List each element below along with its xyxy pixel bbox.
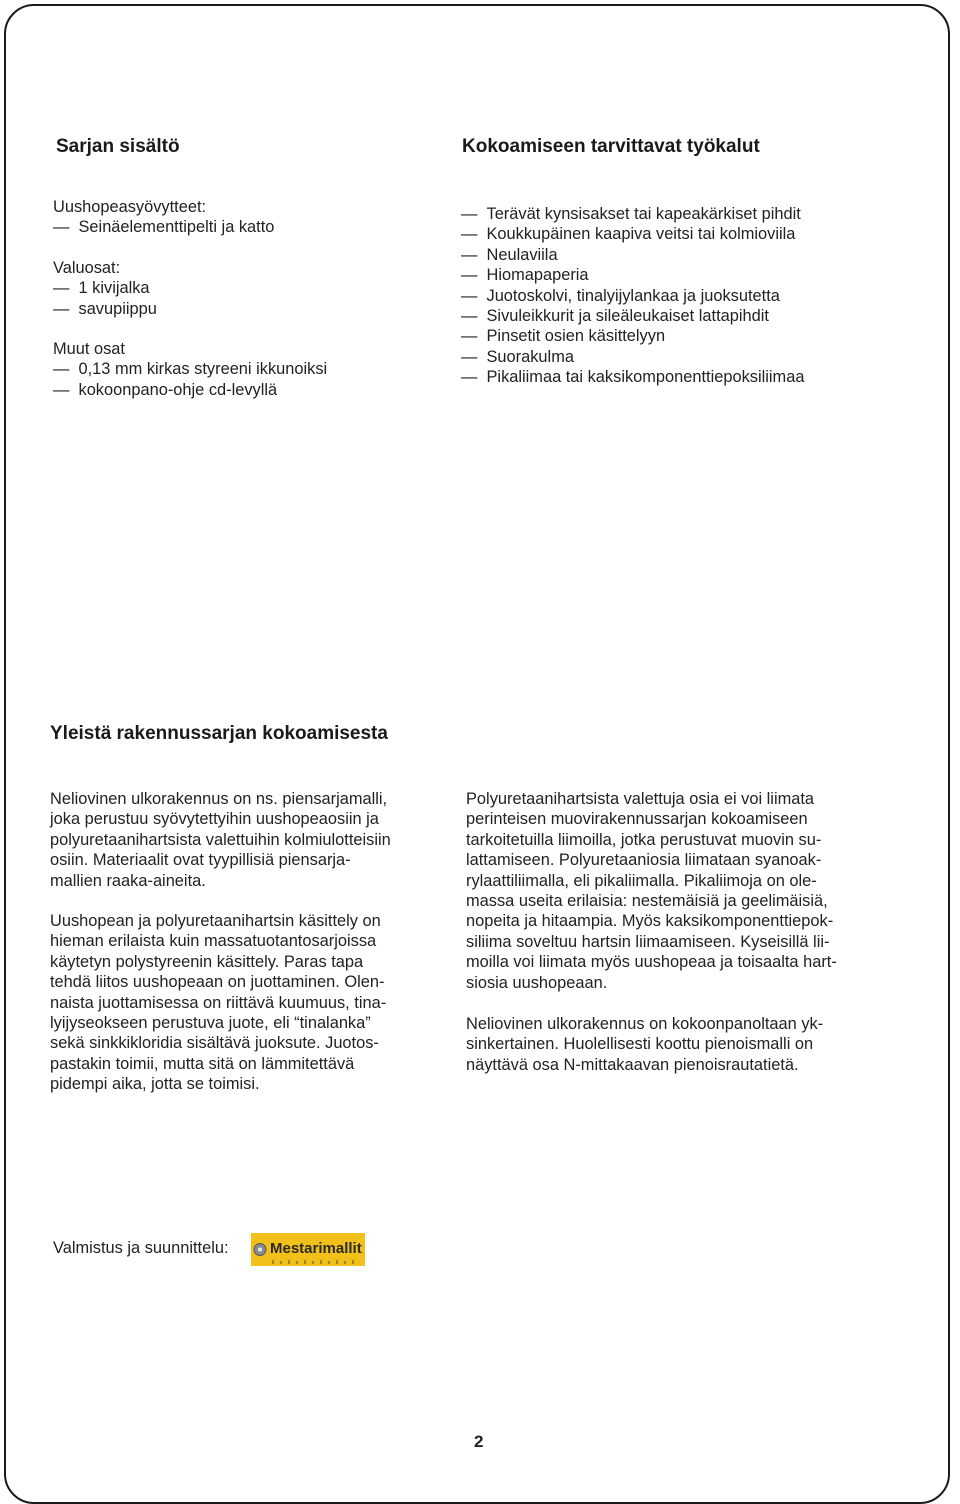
logo-graphic	[251, 1233, 365, 1266]
logo-text: Mestarimallit	[270, 1240, 362, 1257]
page-number: 2	[474, 1432, 484, 1451]
general-left-paragraph-2: Uushopean ja polyuretaanihartsin käsittely on hieman erilaista kuin massatuotantosarjoissa käytetyn polystyreenin käsittely. Paras tapa tehdä liitos uushopeaan on juottaminen. Olen- naista juottamisessa on riittävä kuumuus, tina- lyijyseokseen perustuva juote, eli “tinalanka” sekä sinkkikloridia sisältävä juoksute. Juotos- pastakin toimii, mutta sitä on lämmitettävä pidempi aika, jotta se toimisi.	[50, 912, 387, 1094]
list-item: — Koukkupäinen kaapiva veitsi tai kolmioviila	[461, 224, 804, 244]
tools-heading: Kokoamiseen tarvittavat työkalut	[462, 136, 760, 157]
list-item: — savupiippu	[53, 299, 327, 319]
list-item: — Suorakulma	[461, 347, 804, 367]
group-title-castings: Valuosat:	[53, 258, 121, 277]
general-right-paragraph-1: Polyuretaanihartsista valettuja osia ei voi liimata perinteisen muovirakennussarjan kokoamiseen tarkoitetuilla liimoilla, jotka perustuvat muovin su- lattamiseen. Polyuretaaniosia liimataan syanoak- rylaattiliimalla, eli pikaliimalla. Pikaliimoja on ole- massa useita erilaisia: nestemäisiä ja geelimäisiä, nopeita ja hitaampia. Myös kaksikomponenttiepok- siliima soveltuu hartsin liimaamiseen. Kyseisillä lii- moilla voi liimata myös uushopeaa ja toisaalta hart- siosia uushopeaan.	[466, 790, 837, 992]
general-heading: Yleistä rakennussarjan kokoamisesta	[50, 723, 388, 744]
mestarimallit-logo	[251, 1233, 365, 1266]
list-item: — 0,13 mm kirkas styreeni ikkunoiksi	[53, 359, 327, 379]
list-item: — Hiomapaperia	[461, 265, 804, 285]
list-item: — Juotoskolvi, tinalyijylankaa ja juoksutetta	[461, 286, 804, 306]
list-item: — Terävät kynsisakset tai kapeakärkiset pihdit	[461, 204, 804, 224]
group-title-etchings: Uushopeasyövytteet:	[53, 198, 207, 216]
list-item: — Neulaviila	[461, 245, 804, 265]
list-item: — Pinsetit osien käsittelyyn	[461, 326, 804, 346]
general-right-paragraph-2: Neliovinen ulkorakennus on kokoonpanoltaan yk- sinkertainen. Huolellisesti koottu pienoismalli on näyttävä osa N-mittakaavan pienoisrautatietä.	[466, 1015, 824, 1074]
group-title-other-parts: Muut osat	[53, 340, 125, 359]
made-by-label: Valmistus ja suunnittelu:	[53, 1239, 229, 1257]
kit-contents-heading: Sarjan sisältö	[56, 136, 180, 157]
kit-contents-list	[53, 197, 327, 400]
list-item: — Seinäelementtipelti ja katto	[53, 217, 327, 237]
list-item: — kokoonpano-ohje cd-levyllä	[53, 380, 327, 400]
tools-list	[461, 204, 804, 388]
list-item: — Pikaliimaa tai kaksikomponenttiepoksiliimaa	[461, 367, 804, 387]
list-item: — 1 kivijalka	[53, 278, 327, 298]
list-item: — Sivuleikkurit ja sileäleukaiset lattapihdit	[461, 306, 804, 326]
general-left-paragraph-1: Neliovinen ulkorakennus on ns. piensarjamalli, joka perustuu syövytettyihin uushopeaosiin ja polyuretaanihartsista valettuihin kolmiulotteisiin osiin. Materiaalit ovat tyypillisiä piensarja- mallien raaka-aineita.	[50, 790, 391, 890]
